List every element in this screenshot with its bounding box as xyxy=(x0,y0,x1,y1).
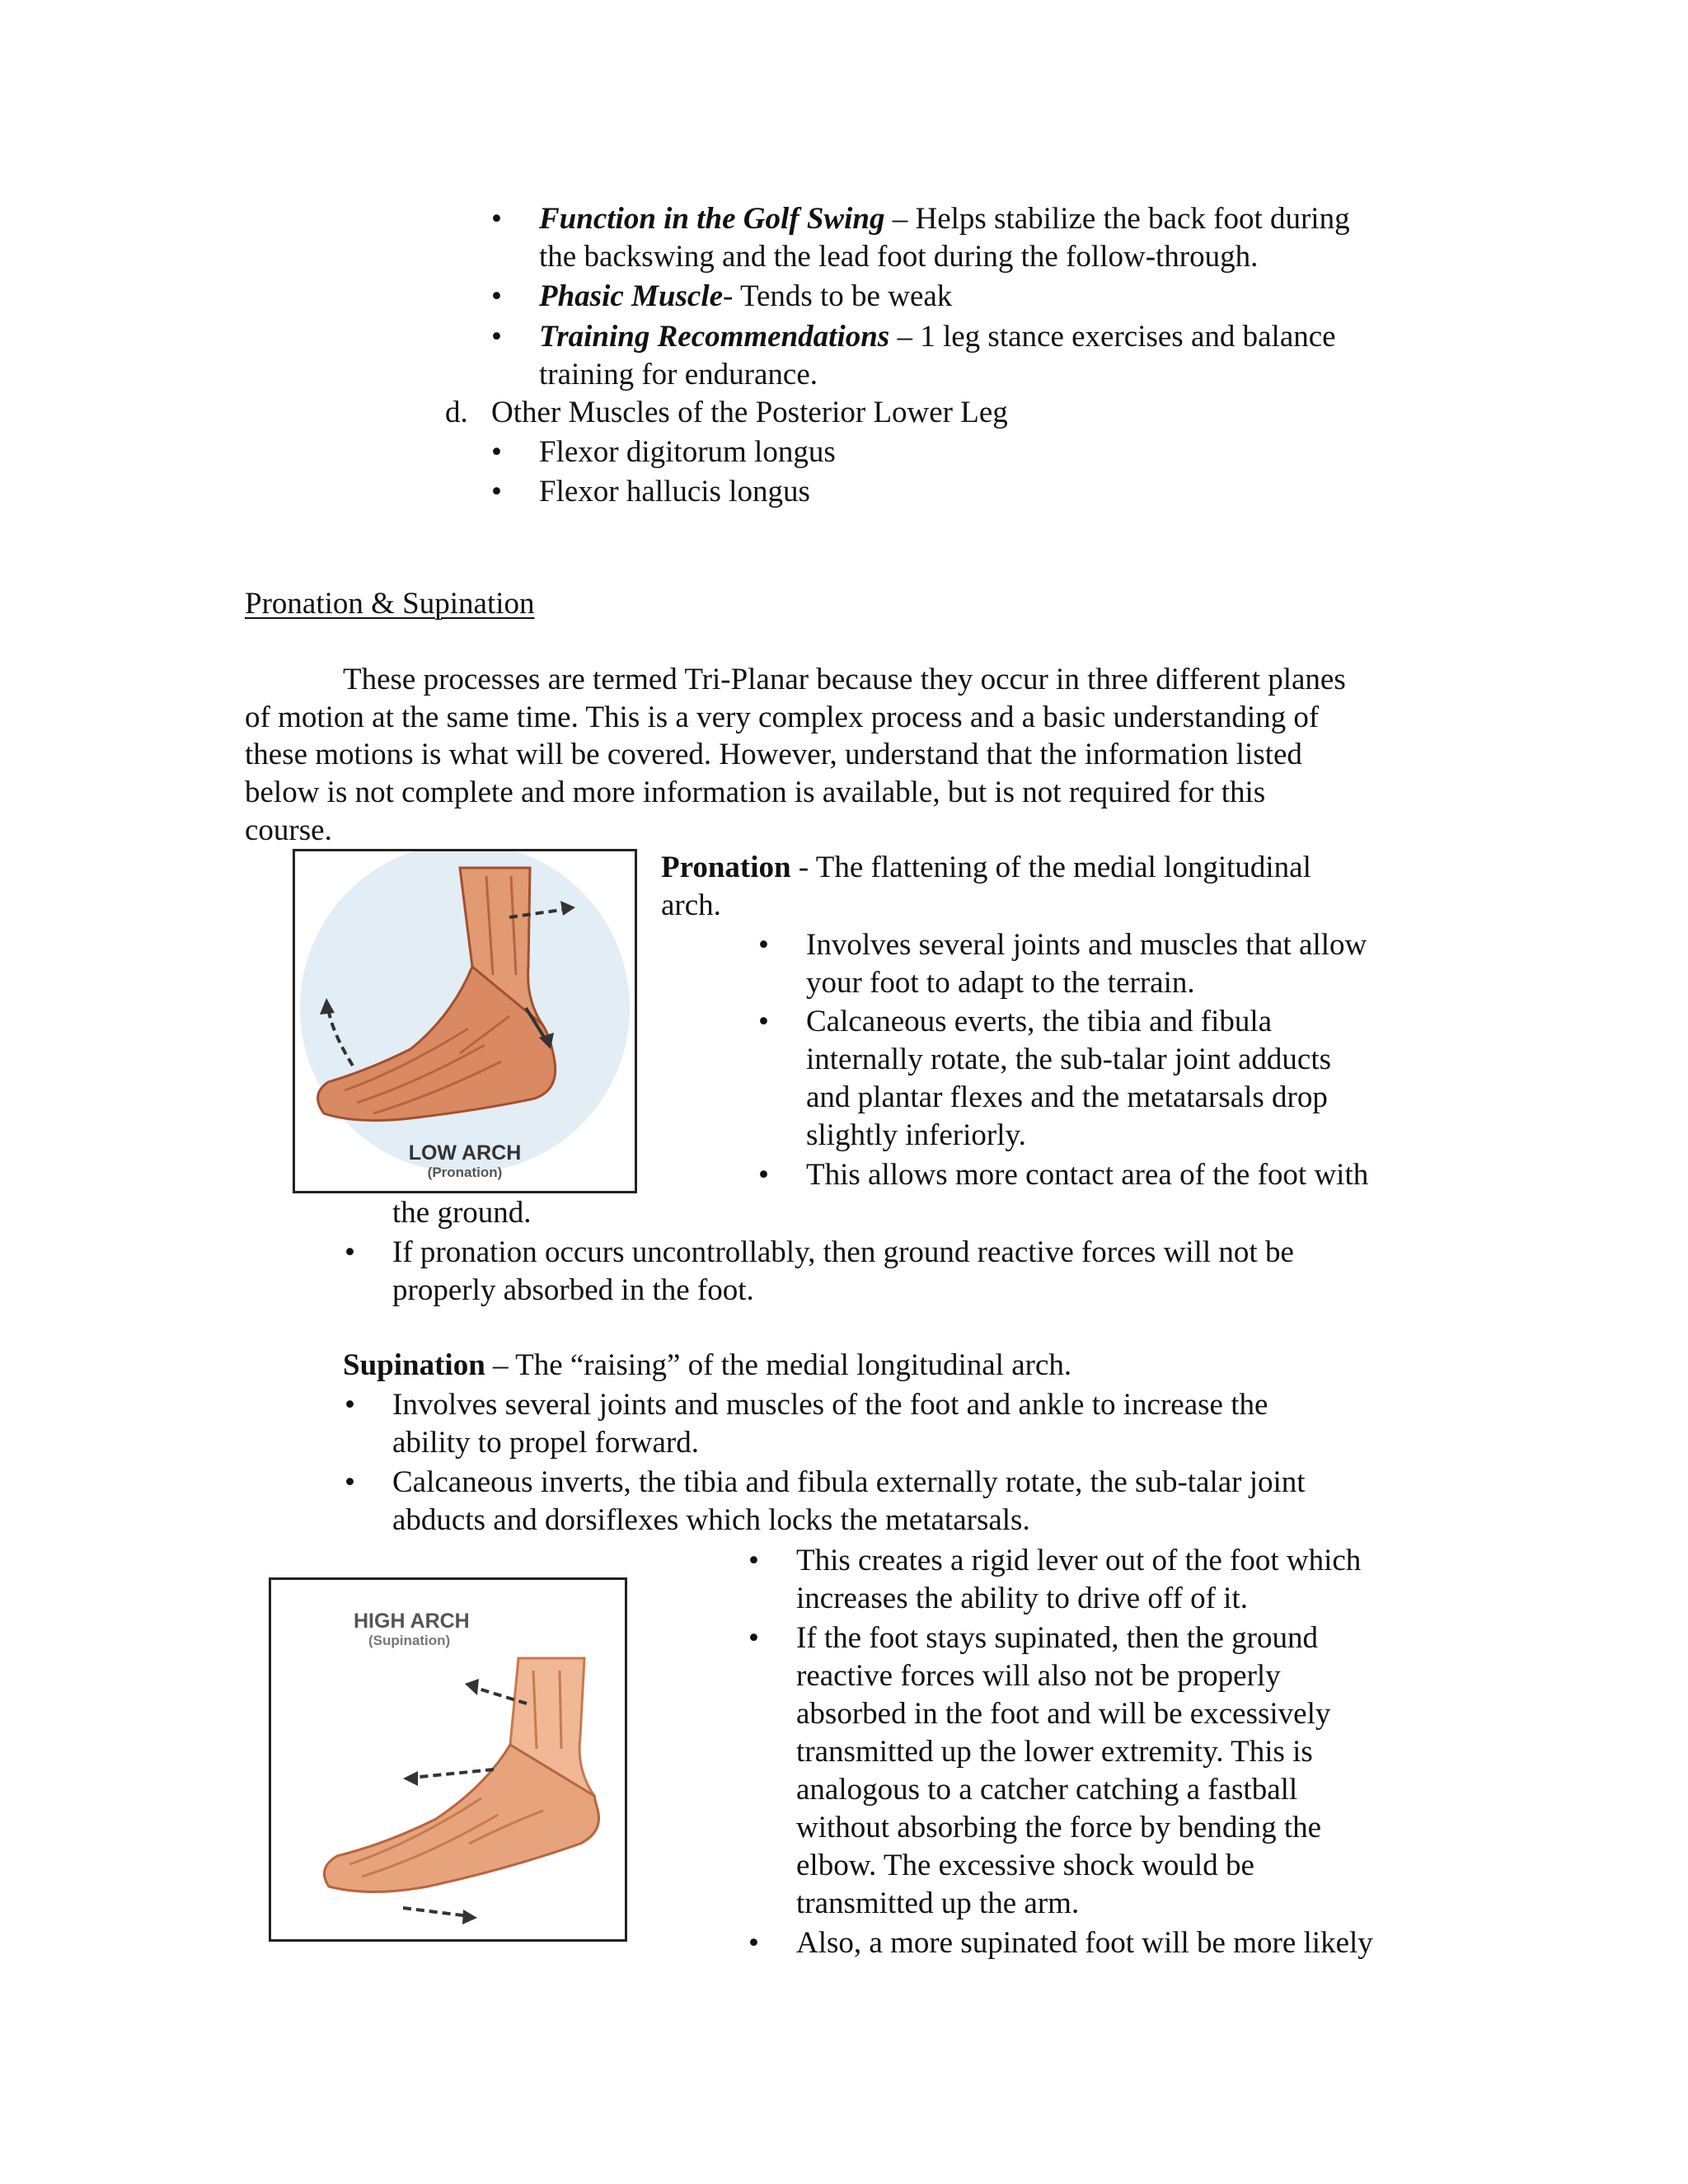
low-arch-foot-illustration xyxy=(295,851,635,1191)
supination-bullet-line: Involves several joints and muscles of the foot and ankle to increase the xyxy=(392,1388,1268,1422)
bullet-glyph: • xyxy=(758,1158,769,1192)
supination-bullet-line: abducts and dorsiflexes which locks the metatarsals. xyxy=(392,1503,1030,1537)
intro-line: These processes are termed Tri-Planar because they occur in three different planes xyxy=(343,663,1346,696)
bullet-golf-swing: Function in the Golf Swing – Helps stabilize the back foot during xyxy=(539,202,1350,236)
pronation-continuation: the ground. xyxy=(392,1196,532,1230)
intro-line: these motions is what will be covered. However, understand that the information listed xyxy=(245,738,1302,771)
low-arch-figure xyxy=(293,849,637,1193)
supination-bullet-line: Also, a more supinated foot will be more likely xyxy=(796,1926,1373,1960)
intro-line: of motion at the same time. This is a very complex process and a basic understanding of xyxy=(245,701,1320,734)
pronation-definition: Pronation - The flattening of the medial longitudinal xyxy=(661,851,1311,884)
bullet-training: Training Recommendations – 1 leg stance exercises and balance xyxy=(539,320,1336,354)
supination-bullet-line: absorbed in the foot and will be excessively xyxy=(796,1697,1331,1731)
list-item: Flexor digitorum longus xyxy=(539,435,836,469)
supination-bullet-line: analogous to a catcher catching a fastball xyxy=(796,1773,1298,1807)
bullet-glyph: • xyxy=(491,435,502,469)
supination-bullet-line: Calcaneous inverts, the tibia and fibula externally rotate, the sub-talar joint xyxy=(392,1465,1306,1499)
bullet-glyph: • xyxy=(345,1388,355,1422)
bullet-glyph: • xyxy=(491,320,502,354)
low-arch-caption xyxy=(295,1141,635,1181)
pronation-bullet-line: your foot to adapt to the terrain. xyxy=(806,966,1195,1000)
pronation-definition-cont: arch. xyxy=(661,888,721,922)
pronation-bullet-line: Involves several joints and muscles that allow xyxy=(806,928,1367,962)
pronation-bullet-line: slightly inferiorly. xyxy=(806,1118,1026,1152)
bullet-glyph: • xyxy=(758,1005,769,1038)
supination-bullet-line: transmitted up the arm. xyxy=(796,1886,1080,1920)
pronation-bullet-line: This allows more contact area of the foot with xyxy=(806,1158,1369,1192)
supination-bullet-line: transmitted up the lower extremity. This is xyxy=(796,1735,1313,1769)
pronation-bullet-line: and plantar flexes and the metatarsals drop xyxy=(806,1080,1328,1114)
bullet-glyph: • xyxy=(491,279,502,313)
intro-line: below is not complete and more information is available, but is not required for this xyxy=(245,776,1266,809)
high-arch-subtitle: (Supination) xyxy=(368,1633,451,1648)
item-d-marker: d. xyxy=(445,396,468,429)
intro-line: course. xyxy=(245,813,332,847)
supination-definition: Supination – The “raising” of the medial longitudinal arch. xyxy=(343,1348,1072,1382)
section-heading: Pronation & Supination xyxy=(245,587,535,621)
pronation-bullet-line: If pronation occurs uncontrollably, then ground reactive forces will not be xyxy=(392,1235,1294,1269)
list-item: Flexor hallucis longus xyxy=(539,475,810,509)
bullet-golf-swing-cont: the backswing and the lead foot during the follow-through. xyxy=(539,240,1259,274)
bullet-glyph: • xyxy=(748,1621,759,1655)
high-arch-title: HIGH ARCH xyxy=(354,1610,470,1633)
pronation-bullet-line: Calcaneous everts, the tibia and fibula xyxy=(806,1005,1273,1038)
pronation-bullet-line: internally rotate, the sub-talar joint adducts xyxy=(806,1043,1332,1076)
low-arch-subtitle: (Pronation) xyxy=(427,1165,503,1180)
bullet-glyph: • xyxy=(491,202,502,236)
low-arch-title: LOW ARCH xyxy=(408,1141,522,1165)
bullet-training-cont: training for endurance. xyxy=(539,358,818,391)
supination-bullet-line: increases the ability to drive off of it. xyxy=(796,1582,1248,1615)
bullet-phasic-muscle: Phasic Muscle- Tends to be weak xyxy=(539,279,953,313)
bullet-glyph: • xyxy=(748,1544,759,1577)
supination-bullet-line: reactive forces will also not be properly xyxy=(796,1659,1281,1693)
bullet-glyph: • xyxy=(748,1926,759,1960)
supination-bullet-line: without absorbing the force by bending the xyxy=(796,1811,1322,1844)
supination-bullet-line: elbow. The excessive shock would be xyxy=(796,1849,1254,1882)
item-d-text: Other Muscles of the Posterior Lower Leg xyxy=(491,396,1008,429)
supination-bullet-line: This creates a rigid lever out of the foot which xyxy=(796,1544,1362,1577)
high-arch-caption xyxy=(354,1610,502,1649)
high-arch-figure xyxy=(269,1577,627,1942)
pronation-bullet-line: properly absorbed in the foot. xyxy=(392,1273,754,1307)
bullet-glyph: • xyxy=(758,928,769,962)
bullet-glyph: • xyxy=(345,1235,355,1269)
bullet-glyph: • xyxy=(491,475,502,509)
bullet-glyph: • xyxy=(345,1465,355,1499)
supination-bullet-line: ability to propel forward. xyxy=(392,1426,699,1460)
supination-bullet-line: If the foot stays supinated, then the ground xyxy=(796,1621,1318,1655)
